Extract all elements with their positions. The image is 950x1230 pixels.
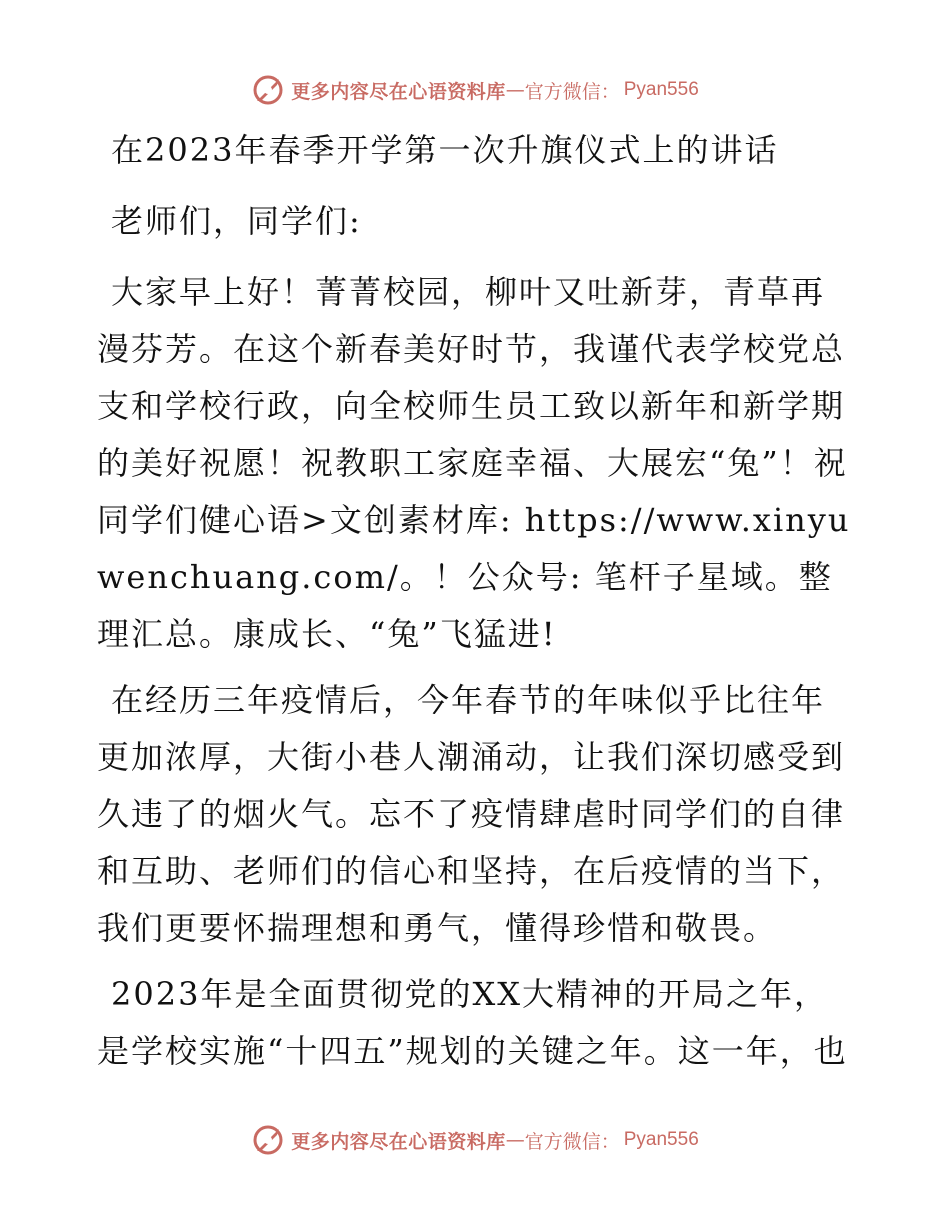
header-brand-text: 更多内容尽在心语资料库 bbox=[291, 80, 506, 103]
quill-logo-icon bbox=[251, 1123, 285, 1157]
paragraph-3: 2023年是全面贯彻党的XX大精神的开局之年，是学校实施“十四五”规划的关键之年。这一年，也 bbox=[97, 975, 848, 1070]
footer-separator: — bbox=[505, 1129, 525, 1151]
quill-logo-icon bbox=[251, 73, 285, 107]
salutation: 老师们，同学们: bbox=[111, 202, 362, 240]
footer-brand-text: 更多内容尽在心语资料库 bbox=[291, 1130, 506, 1153]
header-wechat-label: 官方微信： bbox=[524, 80, 620, 103]
footer-banner bbox=[0, 1120, 950, 1160]
paragraph-1: 大家早上好！菁菁校园，柳叶又吐新芽，青草再漫芬芳。在这个新春美好时节，我谨代表学校党总支和学校行政，向全校师生员工致以新年和新学期的美好祝愿！祝教职工家庭幸福、大展宏“兔”！祝同学们健心语>文创素材库: https://www.xinyuwenchuang.com/。！公众号: 笔杆子星域。整理汇总。康成长、“兔”飞猛进! bbox=[97, 273, 851, 653]
header-banner bbox=[0, 70, 950, 110]
header-separator: — bbox=[505, 79, 525, 101]
paragraph-2: 在经历三年疫情后，今年春节的年味似乎比往年更加浓厚，大街小巷人潮涌动，让我们深切感受到久违了的烟火气。忘不了疫情肆虐时同学们的自律和互助、老师们的信心和坚持，在后疫情的当下，我们更要怀揣理想和勇气，懂得珍惜和敬畏。 bbox=[97, 681, 846, 947]
footer-wechat-label: 官方微信： bbox=[524, 1130, 620, 1153]
footer-wechat-id: Pyan556 bbox=[623, 1129, 699, 1150]
document-title: 在2023年春季开学第一次升旗仪式上的讲话 bbox=[111, 131, 779, 169]
document-body bbox=[97, 122, 857, 1089]
header-wechat-id: Pyan556 bbox=[623, 79, 699, 100]
